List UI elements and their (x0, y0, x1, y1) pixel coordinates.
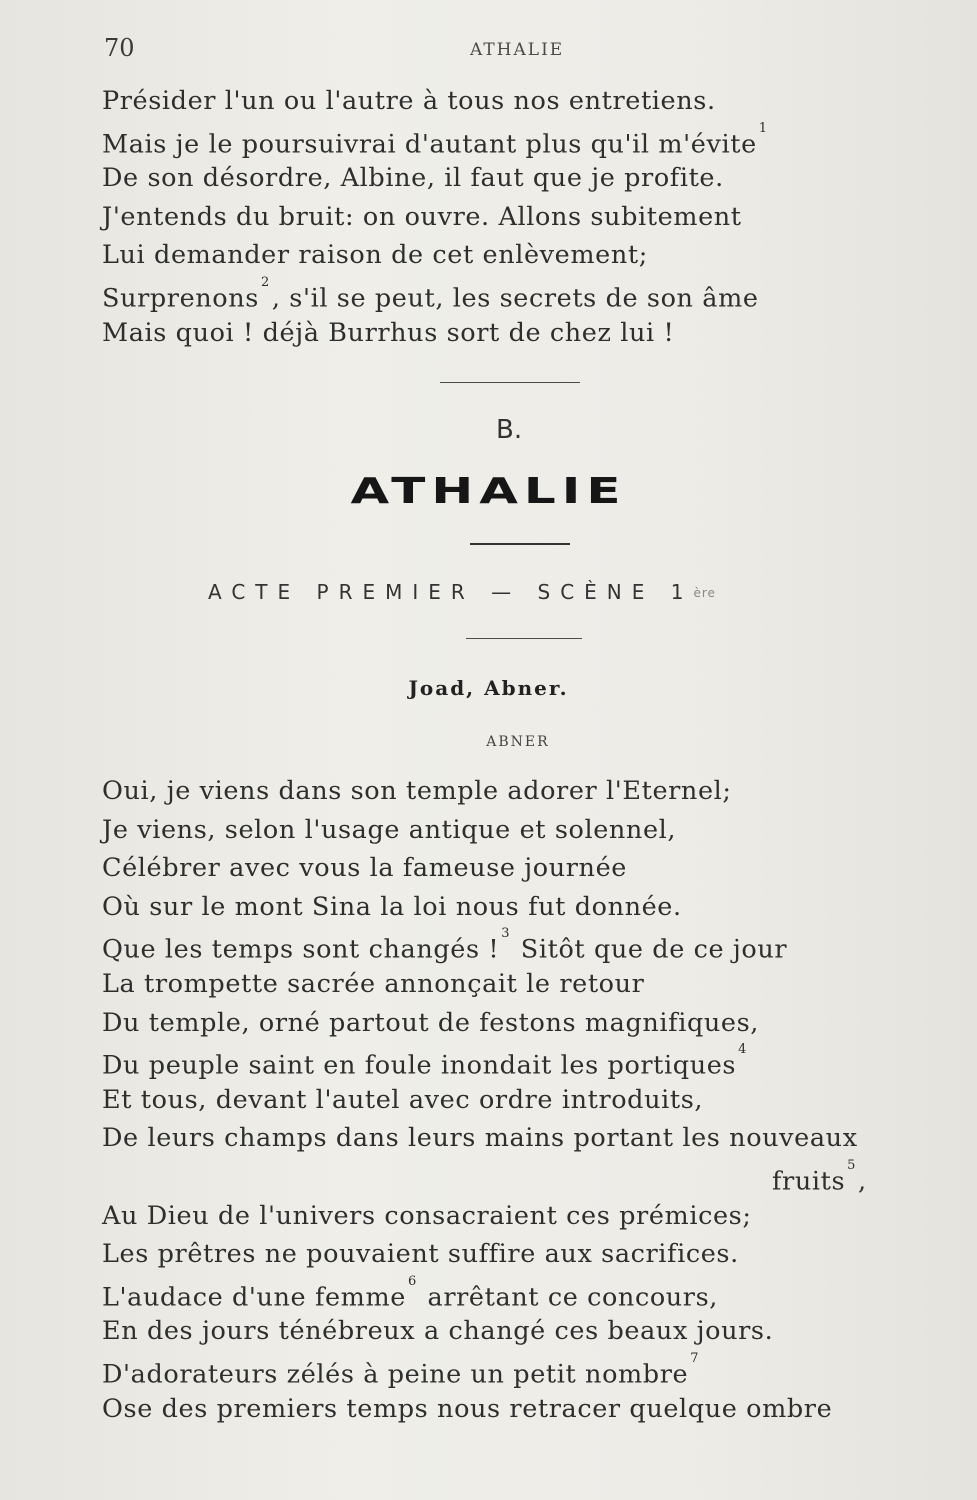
footnote-marker: 7 (690, 1350, 700, 1366)
verse-line: J'entends du bruit: on ouvre. Allons subitement (102, 201, 742, 232)
verse-line: Et tous, devant l'autel avec ordre introduits, (102, 1084, 704, 1115)
verse-line: Ose des premiers temps nous retracer quelque ombre (102, 1393, 833, 1424)
verse-line: La trompette sacrée annonçait le retour (102, 968, 645, 999)
verse-line: Célébrer avec vous la fameuse journée (102, 853, 627, 884)
verse-line: Les prêtres ne pouvaient suffire aux sacrifices. (102, 1239, 739, 1270)
verse-line: Du peuple saint en foule inondait les portiques$^4$ (102, 1042, 747, 1081)
footnote-marker: 1 (758, 120, 768, 136)
verse-line: Que les temps sont changés !$^3$ Sitôt que de ce jour (102, 926, 788, 965)
verse-line-continuation: fruits$^5$, (772, 1157, 867, 1197)
characters-on-stage: Joad, Abner. (408, 676, 569, 700)
verse-line: Lui demander raison de cet enlèvement; (102, 240, 648, 271)
verse-line: Présider l'un ou l'autre à tous nos entretiens. (102, 86, 716, 116)
verse-line: Mais je le poursuivrai d'autant plus qu'il m'évite$^1$ (102, 120, 768, 160)
verse-line: De son désordre, Albine, il faut que je profite. (102, 163, 724, 194)
footnote-marker: 3 (501, 926, 511, 942)
running-title: ATHALIE (470, 40, 565, 60)
verse-line: Mais quoi ! déjà Burrhus sort de chez lui ! (102, 317, 675, 348)
verse-line: L'audace d'une femme$^6$ arrêtant ce concours, (102, 1273, 718, 1313)
play-title: ATHALIE (350, 470, 627, 512)
athalie-verse-block (102, 772, 942, 1428)
act-scene-heading: ACTE PREMIER — SCÈNE 1ère (208, 580, 716, 604)
section-divider (440, 382, 580, 383)
section-letter: B. (496, 415, 523, 445)
footnote-marker: 4 (738, 1042, 747, 1058)
title-rule (470, 543, 570, 545)
verse-line: Surprenons$^2$, s'il se peut, les secrets de son âme (102, 274, 759, 314)
verse-line: Je viens, selon l'usage antique et solennel, (102, 814, 677, 845)
footnote-marker: 2 (260, 274, 270, 290)
verse-line: En des jours ténébreux a changé ces beaux jours. (102, 1316, 774, 1347)
verse-line: Où sur le mont Sina la loi nous fut donnée. (102, 891, 682, 922)
footnote-marker: 6 (407, 1273, 417, 1289)
page-number: 70 (104, 34, 135, 62)
verse-line: Au Dieu de l'univers consacraient ces prémices; (102, 1200, 752, 1231)
speaker-name: ABNER (486, 734, 550, 750)
footnote-marker: 5 (847, 1157, 857, 1173)
verse-line: Du temple, orné partout de festons magnifiques, (102, 1007, 759, 1038)
verse-line: Oui, je viens dans son temple adorer l'Eternel; (102, 776, 732, 806)
scene-ordinal-suffix: ère (693, 586, 716, 600)
act-rule (466, 638, 582, 639)
britannicus-verse-block (102, 82, 942, 352)
verse-line: D'adorateurs zélés à peine un petit nombre$^7$ (102, 1350, 700, 1390)
verse-line: De leurs champs dans leurs mains portant les nouveaux (102, 1123, 858, 1154)
